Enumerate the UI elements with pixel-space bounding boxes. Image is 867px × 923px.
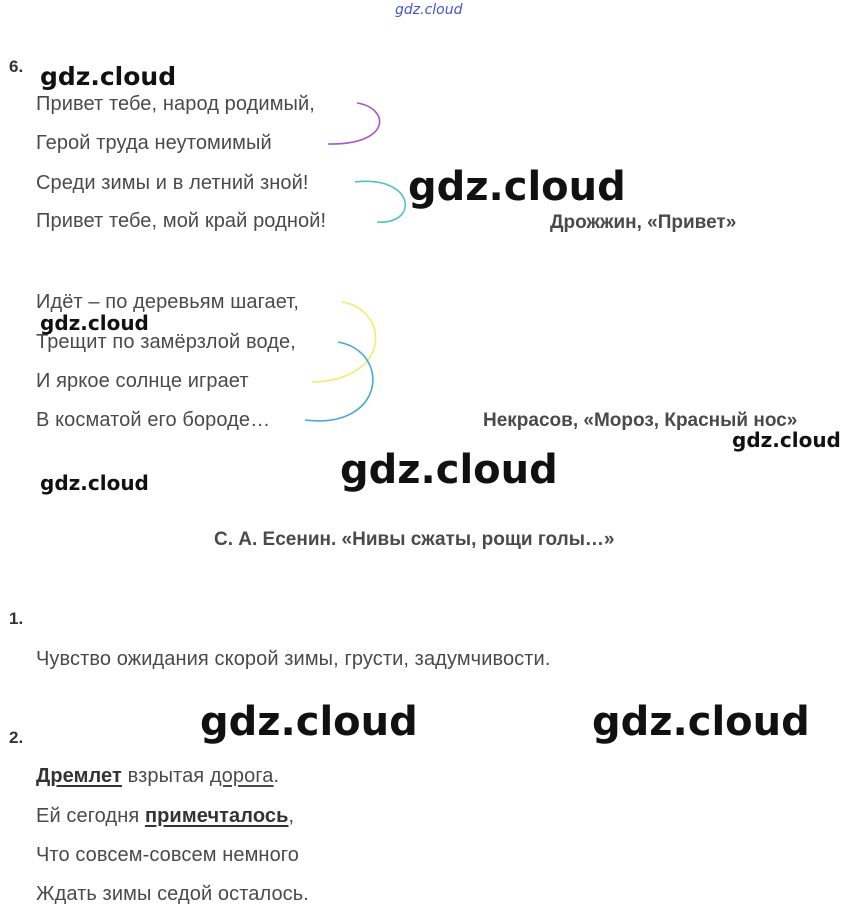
watermark: gdz.cloud (200, 699, 418, 745)
poem1-line: Привет тебе, мой край родной! (36, 210, 327, 232)
poem2-line: В косматой его бороде… (36, 409, 271, 431)
watermark-top: gdz.cloud (395, 2, 463, 18)
underlined-word: Дремлет (36, 765, 122, 787)
answer1-text: Чувство ожидания скорой зимы, грусти, задумчивости. (36, 648, 551, 670)
answer2-line (36, 765, 279, 788)
poem1-line: Среди зимы и в летний зной! (36, 172, 309, 194)
answer2-line (36, 883, 309, 906)
poem1-author: Дрожжин, «Привет» (550, 212, 737, 233)
plain-text: Ей сегодня (36, 805, 145, 827)
poem2-author: Некрасов, «Мороз, Красный нос» (483, 410, 798, 431)
watermark: gdz.cloud (40, 62, 177, 91)
rhyme-arc-yellow (312, 302, 376, 382)
watermark: gdz.cloud (340, 447, 558, 493)
watermark: gdz.cloud (732, 428, 841, 452)
rhyme-arc-purple (328, 103, 380, 144)
answer2-line (36, 844, 299, 867)
rhyme-arc-blue (305, 342, 373, 421)
watermark: gdz.cloud (40, 311, 149, 335)
underlined-word: дорога (209, 765, 274, 787)
watermark: gdz.cloud (592, 699, 810, 745)
plain-text: . (273, 765, 280, 787)
poem2-line: Идёт – по деревьям шагает, (36, 291, 300, 313)
watermark: gdz.cloud (408, 164, 626, 210)
poem1-line: Герой труда неутомимый (36, 132, 272, 154)
answer-number: 2. (9, 728, 24, 747)
plain-text: Ждать зимы седой осталось. (36, 883, 309, 905)
plain-text: Что совсем-совсем немного (36, 844, 299, 866)
answer2-line (36, 805, 294, 828)
underlined-word: примечталось (144, 805, 289, 827)
section-title: С. А. Есенин. «Нивы сжаты, рощи голы…» (214, 529, 615, 550)
answer-number: 1. (9, 609, 24, 628)
watermark: gdz.cloud (40, 471, 149, 495)
poem2-line: И яркое солнце играет (36, 370, 249, 392)
poem1-line: Привет тебе, народ родимый, (36, 93, 315, 115)
poem2-line: Трещит по замёрзлой воде, (36, 331, 296, 353)
plain-text: взрытая (121, 765, 210, 787)
rhyme-arc-teal (355, 181, 405, 222)
task-number: 6. (9, 57, 24, 76)
plain-text: , (288, 805, 295, 827)
